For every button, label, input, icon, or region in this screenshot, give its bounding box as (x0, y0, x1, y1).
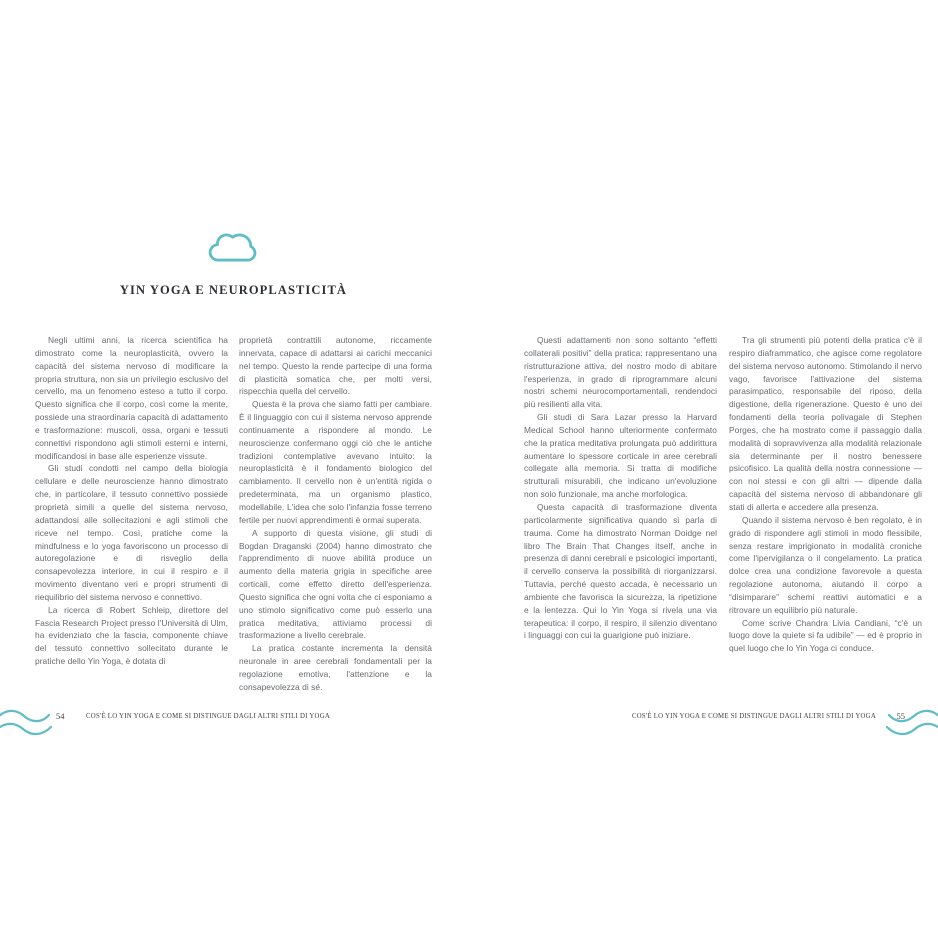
left-page-column-2 (239, 334, 432, 694)
paragraph: Questa è la prova che siamo fatti per cambiare. È il linguaggio con cui il sistema nervoso apprende continuamente a rispondere al mondo. Le neuroscienze confermano oggi ciò che le antiche tradizioni contemplative avevano intuito: la neuroplasticità è il fondamento biologico del cambiamento. Il cervello non è un'entità rigida o predeterminata, ma un organismo plastico, modellabile. L'idea che solo l'infanzia fosse terreno fertile per nuovi apprendimenti è ormai superata. (239, 399, 432, 525)
paragraph: Gli studi di Sara Lazar presso la Harvard Medical School hanno ulteriormente confermato che la pratica meditativa prolungata può addirittura aumentare lo spessore corticale in aree cerebrali collegate alla memoria. Si tratta di modifiche strutturali misurabili, che indicano un'evoluzione non solo funzionale, ma anche morfologica. (524, 412, 717, 500)
paragraph: Gli studi condotti nel campo della biologia cellulare e delle neuroscienze hanno dimostrato che, in particolare, il tessuto connettivo possiede proprietà simili a quelle del sistema nervoso, adattandosi alle sollecitazioni e agli stimoli che riceve nel tempo. Così, pratiche come la mindfulness e lo yoga favoriscono un processo di autoregolazione e di risveglio della consapevolezza interiore, in cui il respiro e il movimento diventano veri e propri strumenti di riequilibrio del sistema nervoso e connettivo. (35, 463, 228, 602)
paragraph: Negli ultimi anni, la ricerca scientifica ha dimostrato come la neuroplasticità, ovvero la capacità del sistema nervoso di modificare la propria struttura, non sia un privilegio esclusivo del cervello, ma un fenomeno esteso a tutto il corpo. Questo significa che il corpo, così come la mente, possiede una straordinaria capacità di adattamento e trasformazione: muscoli, ossa, organi e tessuti connettivi rispondono agli stimoli esterni e interni, modificandosi in base alle esperienze vissute. (35, 335, 228, 461)
paragraph: proprietà contrattili autonome, riccamente innervata, capace di adattarsi ai carichi meccanici nel tempo. Questo la rende partecipe di una forma di plasticità somatica che, per molti versi, rispecchia quella del cervello. (239, 335, 432, 397)
page-number: 55 (896, 711, 905, 721)
waves-icon (0, 704, 54, 745)
left-page-column-1 (35, 334, 228, 668)
paragraph: La ricerca di Robert Schleip, direttore del Fascia Research Project presso l'Università di Ulm, ha evidenziato che la fascia, componente chiave del tessuto connettivo sollecitato durante le pratiche dello Yin Yoga, è dotata di (35, 604, 228, 667)
paragraph: Tra gli strumenti più potenti della pratica c'è il respiro diaframmatico, che agisce come regolatore del sistema nervoso autonomo. Stimolando il nervo vago, favorisce l'attivazione del sistema parasimpatico, responsabile del riposo, della digestione, della rigenerazione. Questo è uno dei fondamenti della teoria polivagale di Stephen Porges, che ha mostrato come il passaggio dalla modalità di sopravvivenza alla modalità relazionale sia determinante per il nostro benessere psicofisico. La qualità della nostra connessione — con noi stessi e con gli altri — dipende dalla capacità del sistema nervoso di abbandonare gli stati di allerta e accedere alla presenza. (729, 335, 922, 512)
running-title: COS'È LO YIN YOGA E COME SI DISTINGUE DAGLI ALTRI STILI DI YOGA (86, 713, 331, 720)
chapter-icon-wrap (35, 227, 432, 272)
paragraph: Questa capacità di trasformazione diventa particolarmente significativa quando si parla di trauma. Come ha dimostrato Norman Doidge nel libro The Brain That Changes itself, anche in presenza di danni cerebrali e psicologici importanti, il cervello conserva la possibilità di riorganizzarsi. Tuttavia, perché questo accada, è necessario un ambiente che favorisca la sicurezza, la ripetizione e la lentezza. Qui lo Yin Yoga si rivela una via terapeutica: il corpo, il respiro, il silenzio diventano i linguaggi con cui la guarigione può iniziare. (524, 501, 717, 641)
waves-icon (884, 704, 938, 745)
page-number: 54 (56, 711, 65, 721)
running-title: COS'È LO YIN YOGA E COME SI DISTINGUE DAGLI ALTRI STILI DI YOGA (631, 713, 876, 720)
page-title: YIN YOGA E NEUROPLASTICITÀ (119, 283, 348, 297)
paragraph: La pratica costante incrementa la densità neuronale in aree cerebrali fondamentali per la regolazione emotiva, l'attenzione e la consapevolezza di sé. (239, 643, 432, 692)
cloud-icon (206, 227, 262, 272)
paragraph: Questi adattamenti non sono soltanto “effetti collaterali positivi” della pratica: rappresentano una ristrutturazione attiva, del nostro modo di abitare l'esperienza, in grado di riprogrammare alcuni nostri schemi neurocomportamentali, rendendoci più resilienti alla vita. (524, 335, 717, 410)
paragraph: Quando il sistema nervoso è ben regolato, è in grado di rispondere agli stimoli in modo flessibile, senza restare imprigionato in modalità croniche come l'ipervigilanza o il congelamento. La pratica dolce crea una condizione favorevole a questa regolazione autonoma, aiutando il corpo a “disimparare” schemi reattivi automatici e a ritrovare un equilibrio più naturale. (729, 514, 922, 615)
paragraph: Come scrive Chandra Livia Candiani, “c'è un luogo dove la quiete si fa udibile” — ed è proprio in quel luogo che lo Yin Yoga ci conduce. (729, 617, 922, 654)
right-page-column-2 (729, 334, 922, 655)
paragraph: A supporto di questa visione, gli studi di Bogdan Draganski (2004) hanno dimostrato che l'apprendimento di nuove abilità produce un aumento della materia grigia in specifiche aree corticali, come effetto diretto dell'esperienza. Questo significa che ogni volta che ci esponiamo a uno stimolo significativo come può esserlo una pratica meditativa, attiviamo processi di trasformazione a livello cerebrale. (239, 527, 432, 641)
right-page-column-1 (524, 334, 717, 642)
